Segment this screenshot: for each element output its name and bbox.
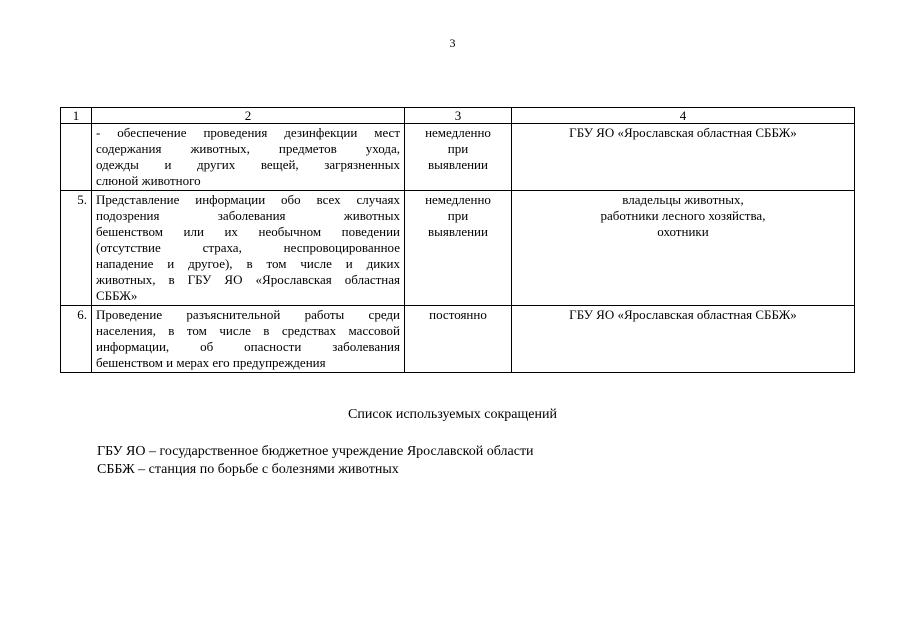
description-line: одежды и других вещей, загрязненных — [96, 157, 400, 172]
abbreviations-list — [97, 443, 534, 479]
row-deadline — [405, 306, 512, 373]
abbreviation-item: ГБУ ЯО – государственное бюджетное учреждение Ярославской области — [97, 444, 534, 459]
deadline-line: при — [447, 208, 469, 223]
table-header-row — [61, 108, 855, 124]
row-deadline — [405, 124, 512, 191]
description-line: населения, в том числе в средствах массовой — [96, 323, 400, 338]
responsible-line: ГБУ ЯО «Ярославская областная СББЖ» — [569, 307, 797, 322]
row-description — [92, 306, 405, 373]
description-line: (отсутствие страха, неспровоцированное — [96, 240, 400, 255]
row-description — [92, 191, 405, 306]
description-line: Проведение разъяснительной работы среди — [96, 307, 400, 322]
responsible-line: работники лесного хозяйства, — [600, 208, 766, 223]
description-line: СББЖ» — [96, 288, 138, 303]
header-cell-1: 1 — [61, 108, 92, 124]
responsible-line: ГБУ ЯО «Ярославская областная СББЖ» — [569, 125, 797, 140]
row-number — [61, 124, 92, 191]
description-line: бешенством или их необычном поведении — [96, 224, 400, 239]
responsible-line: охотники — [657, 224, 709, 239]
description-line: подозрения заболевания животных — [96, 208, 400, 223]
header-cell-3: 3 — [405, 108, 512, 124]
row-responsible — [512, 124, 855, 191]
row-responsible — [512, 191, 855, 306]
table-row — [61, 124, 855, 191]
deadline-line: выявлении — [428, 224, 488, 239]
abbreviation-item: СББЖ – станция по борьбе с болезнями животных — [97, 462, 399, 477]
deadline-line: при — [447, 141, 469, 156]
row-number: 5. — [61, 191, 92, 306]
deadline-line: выявлении — [428, 157, 488, 172]
header-cell-4: 4 — [512, 108, 855, 124]
description-line: Представление информации обо всех случаях — [96, 192, 400, 207]
description-line: информации, об опасности заболевания — [96, 339, 400, 354]
row-responsible — [512, 306, 855, 373]
deadline-line: постоянно — [429, 307, 487, 322]
description-line: слюной животного — [96, 173, 201, 188]
description-line: - обеспечение проведения дезинфекции мест — [96, 125, 400, 140]
description-line: животных, в ГБУ ЯО «Ярославская областная — [96, 272, 400, 287]
deadline-line: немедленно — [425, 125, 491, 140]
table-row — [61, 191, 855, 306]
table-row — [61, 306, 855, 373]
description-line: бешенством и мерах его предупреждения — [96, 355, 326, 370]
measures-table — [60, 107, 855, 373]
abbreviations-title: Список используемых сокращений — [348, 407, 557, 422]
page-number: 3 — [449, 36, 456, 50]
description-line: содержания животных, предметов ухода, — [96, 141, 400, 156]
header-cell-2: 2 — [92, 108, 405, 124]
responsible-line: владельцы животных, — [622, 192, 744, 207]
description-line: нападение и другое), в том числе и диких — [96, 256, 400, 271]
row-number: 6. — [61, 306, 92, 373]
row-description — [92, 124, 405, 191]
row-deadline — [405, 191, 512, 306]
deadline-line: немедленно — [425, 192, 491, 207]
